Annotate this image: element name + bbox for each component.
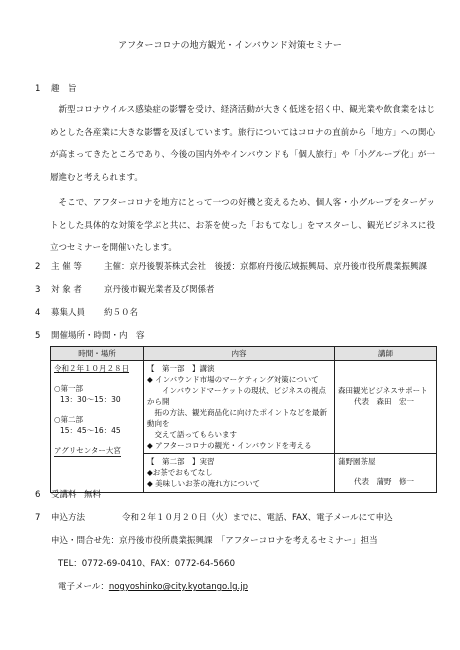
section-7-number: 7 (35, 513, 41, 523)
section-1-paragraph-2: そこで、アフターコロナを地方にとって一つの好機と変えるため、個人客・小グループをターゲットとした具体的な対策を学ぶと共に、お茶を使った「おもてなし」をマスターし、観光ビジネスに役立つセミナーを開催いたします。 (50, 198, 435, 253)
lecturer-1-cell (335, 361, 437, 454)
practice-heading: 【 第二部 】実習 (147, 457, 215, 466)
section-6-heading: 受講料 (51, 490, 77, 500)
practice-content-cell (144, 454, 335, 493)
schedule-header-row (51, 347, 437, 361)
lecturer-2-cell (335, 454, 437, 493)
section-7-heading: 申込方法 (51, 513, 86, 523)
part-2-label: ○第二部 (54, 415, 84, 424)
header-lecturer: 講師 (335, 347, 437, 361)
practice-line-1: ◆お茶でおもてなし (147, 468, 213, 477)
part-1-time: 13：30～15：30 (60, 395, 121, 404)
event-date: 令和２年１０月２８日 (54, 364, 129, 373)
lecture-line-1: ◆ インバウンド市場のマーケティング対策について (147, 375, 319, 384)
lecture-line-4: 交えて語ってもらいます (147, 430, 237, 439)
practice-line-2: ◆ 美味しいお茶の淹れ方について (147, 479, 261, 488)
section-2-number: 2 (35, 262, 41, 272)
section-1-heading: 趣 旨 (51, 84, 77, 94)
section-1-paragraph-1: 新型コロナウイルス感染症の影響を受け、経済活動が大きく低迷を招く中、観光業や飲食業をはじめとした各産業に大きな影響を及ぼしています。旅行についてはコロナの直前から「地方」への関心が高まってきたところであり、今後の国内外やインバウンドも「個人旅行」や「小グループ化」が一層進むと考えられます。 (50, 105, 435, 183)
section-6-number: 6 (35, 490, 41, 500)
section-6-text: 無料 (84, 490, 102, 500)
email-label: 電子メール： (58, 582, 109, 592)
section-4-text: 約５０名 (104, 308, 139, 318)
header-time-place: 時間・場所 (51, 347, 144, 361)
lecture-line-2: インバウンドマーケットの現状、ビジネスの視点から開 (147, 386, 326, 406)
part-1-label: ○第一部 (54, 384, 84, 393)
section-2-text: 主催：京丹後製茶株式会社 後援：京都府丹後広域振興局、京丹後市役所農業振興課 (104, 262, 428, 272)
email-link[interactable]: nogyoshinko@city.kyotango.lg.jp (108, 582, 248, 592)
part-2-time: 15：45～16：45 (60, 426, 121, 435)
section-2-heading: 主 催 等 (51, 262, 82, 272)
contact-info: 申込・問合せ先：京丹後市役所農業振興課 「アフターコロナを考えるセミナー」担当 (51, 536, 378, 546)
lecture-heading: 【 第一部 】講演 (147, 364, 215, 373)
lecture-line-3: 拓の方法、観光商品化に向けたポイントなどを最新動向を (147, 408, 327, 428)
venue: アグリセンター大宮 (54, 446, 121, 455)
lecture-content-cell (144, 361, 335, 454)
schedule-table (50, 346, 437, 493)
lecturer-1-org: 森田観光ビジネスサポート (338, 386, 428, 395)
lecturer-1-name: 代表 森田 宏一 (354, 397, 414, 406)
schedule-row-part-1 (51, 361, 437, 454)
section-3-text: 京丹後市観光業者及び関係者 (104, 285, 215, 295)
lecturer-2-org: 蒲野園茶屋 (338, 457, 376, 466)
section-4-number: 4 (35, 308, 41, 318)
document-title: アフターコロナの地方観光・インバウンド対策セミナー (118, 41, 342, 51)
section-4-heading: 募集人員 (51, 308, 86, 318)
email-line (58, 582, 248, 593)
application-deadline: 令和２年１０月２０日（火）までに、電話、FAX、電子メールにて申込 (122, 513, 393, 523)
lecturer-2-name: 代表 蒲野 修一 (354, 477, 414, 486)
section-5-heading: 開催場所・時間・内 容 (51, 331, 145, 341)
section-1-number: 1 (35, 84, 41, 94)
lecture-line-5: ◆ アフターコロナの観光・インバウンドを考える (147, 441, 312, 450)
section-5-number: 5 (35, 331, 41, 341)
header-content: 内容 (144, 347, 335, 361)
section-3-heading: 対 象 者 (51, 285, 82, 295)
section-3-number: 3 (35, 285, 41, 295)
time-place-cell (51, 361, 144, 493)
tel-fax: TEL：0772-69-0410、FAX：0772-64-5660 (58, 559, 235, 569)
